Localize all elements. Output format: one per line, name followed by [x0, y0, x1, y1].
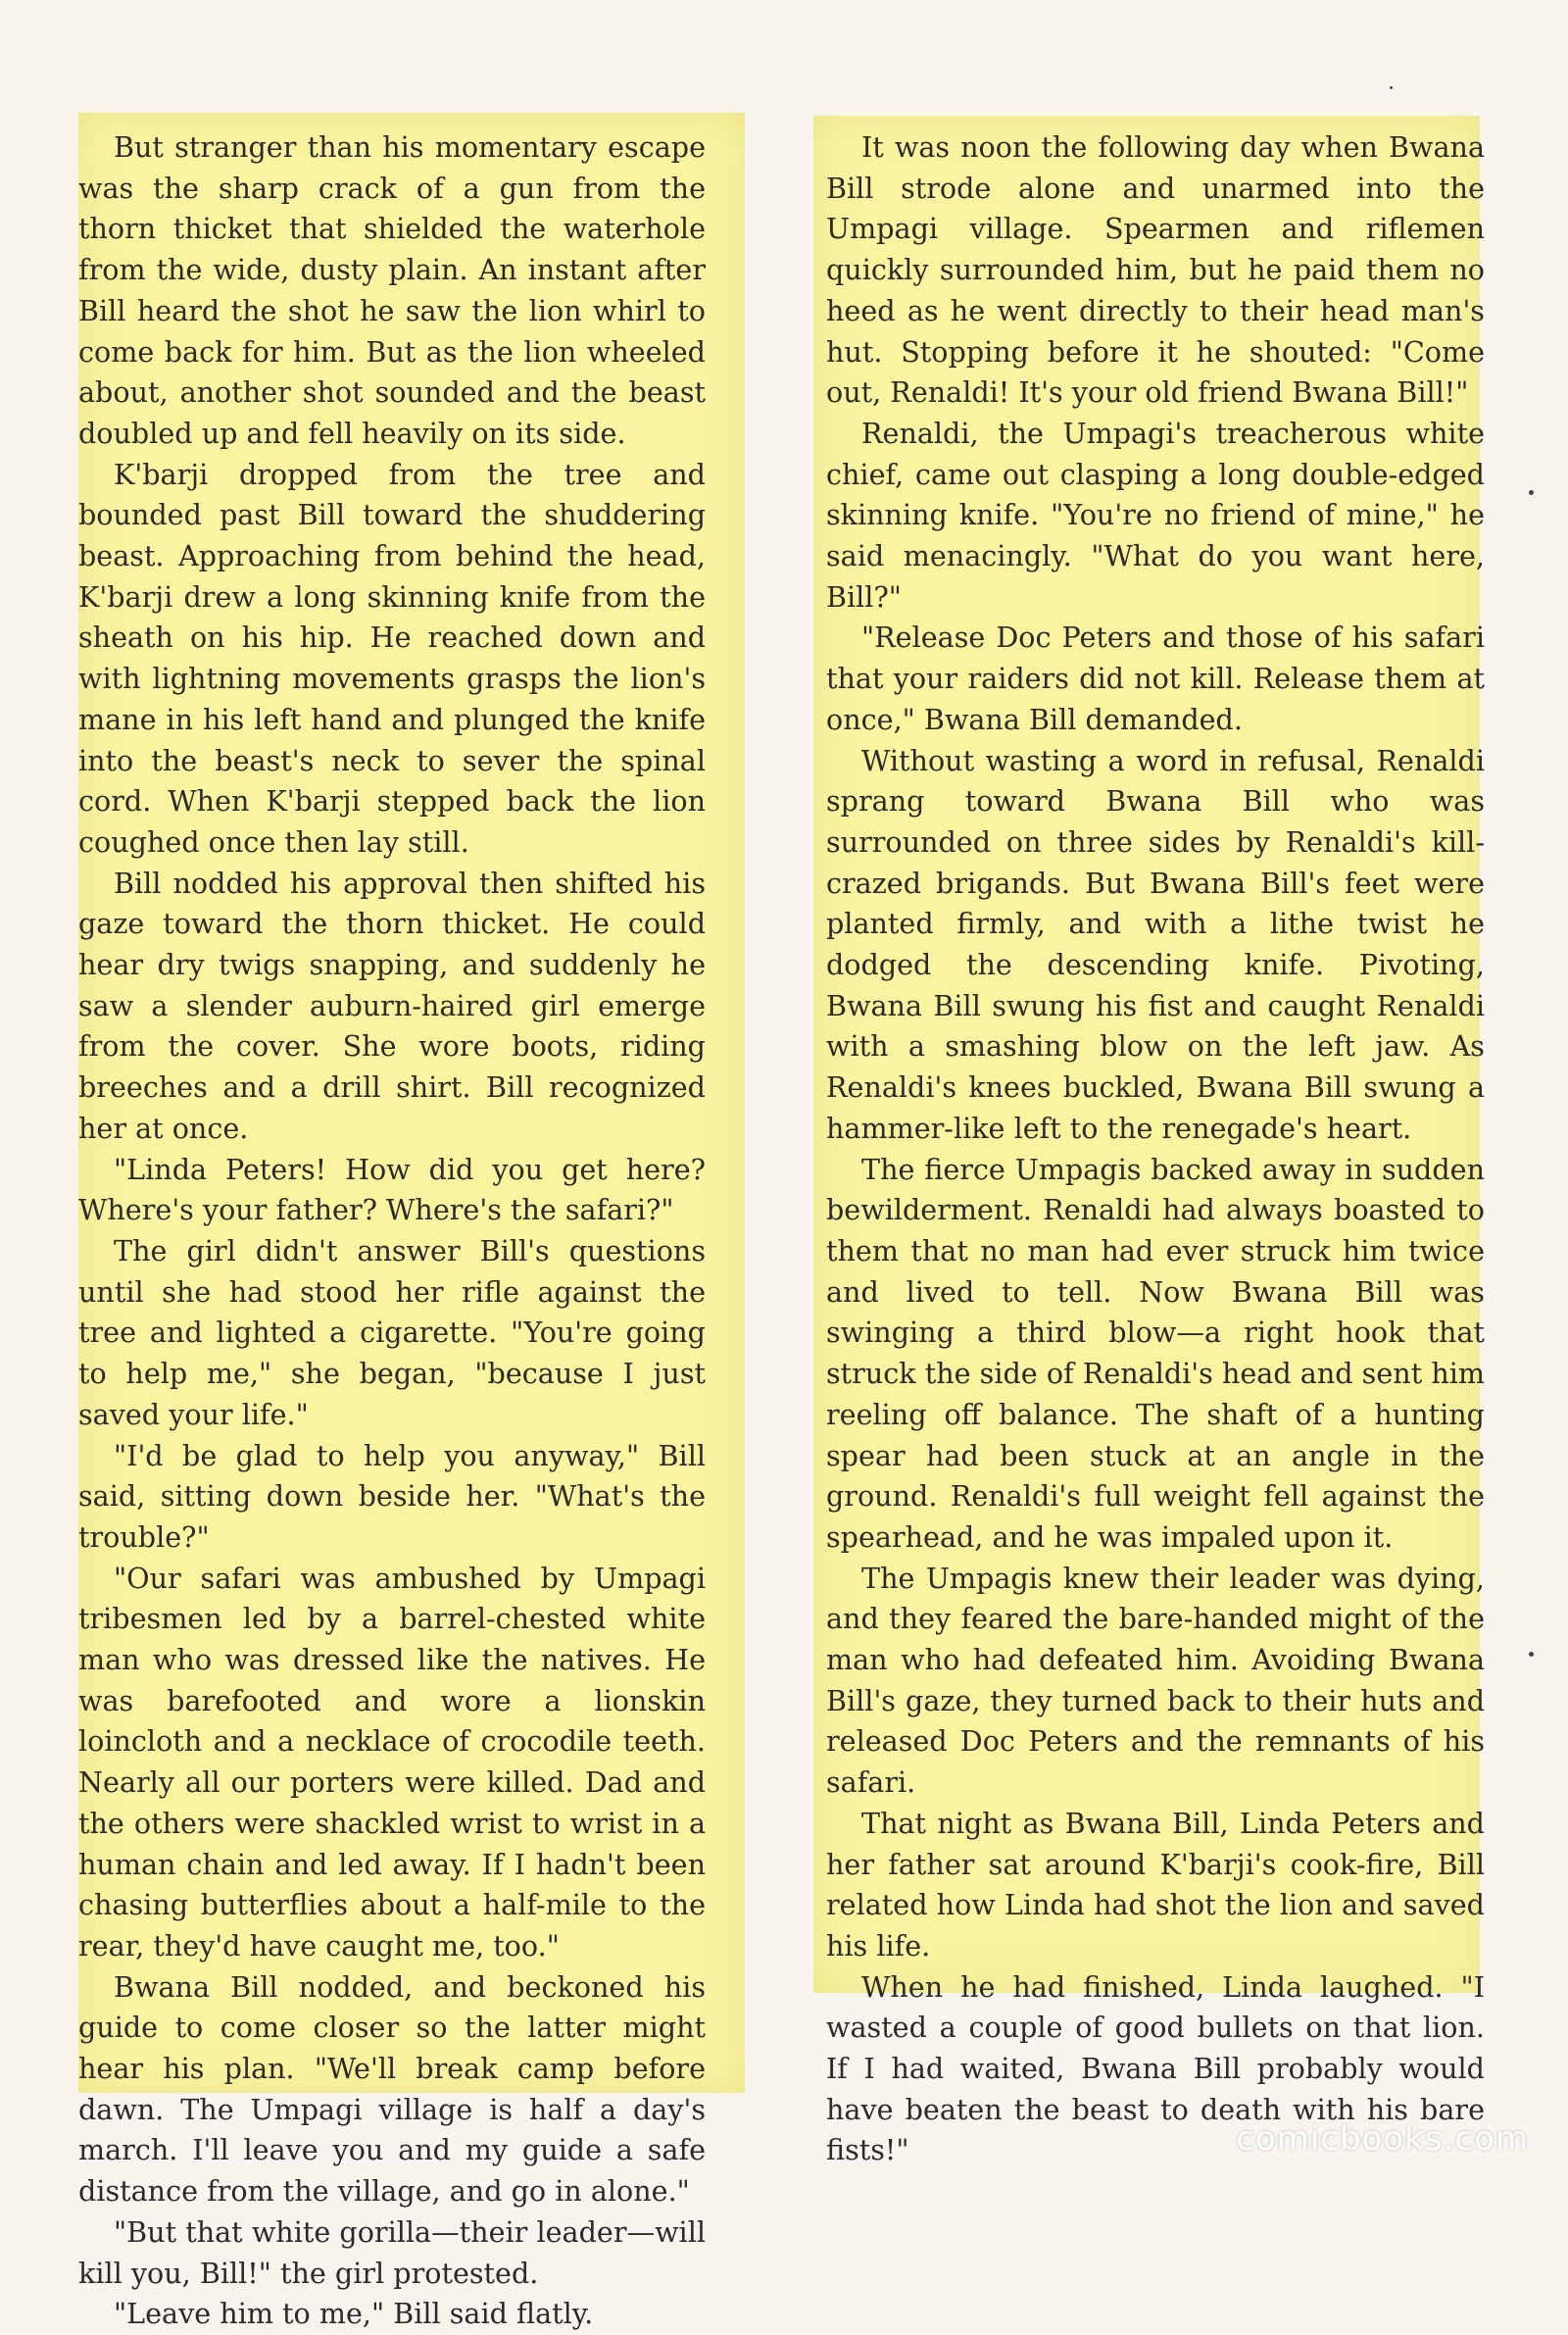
paragraph: But stranger than his momentary escape was the sharp crack of a gun from the thorn thicket that shielded the waterhole from the wide, dusty plain. An instant after Bill heard the shot he saw the lion whirl to come back for him. But as the lion wheeled about, another shot sounded and the beast doubled up and fell heavily on its side. [78, 130, 706, 450]
paragraph: The fierce Umpagis backed away in sudden bewilderment. Renaldi had always boasted to them that no man had ever struck him twice and lived to tell. Now Bwana Bill was swinging a third blow—a right hook that struck the side of Renaldi's head and sent him reeling off balance. The shaft of a hunting spear had been stuck at an angle in the ground. Renaldi's full weight fell against the spearhead, and he was impaled upon it. [826, 1152, 1485, 1554]
watermark: comicbooks.com [1236, 2119, 1529, 2159]
paragraph: Without wasting a word in refusal, Renaldi sprang toward Bwana Bill who was surrounded on three sides by Renaldi's kill-crazed brigands. But Bwana Bill's feet were planted firmly, and with a lithe twist he dodged the descending knife. Pivoting, Bwana Bill swung his fist and caught Renaldi with a smashing blow on the left jaw. As Renaldi's knees buckled, Bwana Bill swung a hammer-like left to the renegade's heart. [826, 743, 1485, 1145]
print-speck [1529, 1652, 1534, 1657]
paragraph: Renaldi, the Umpagi's treacherous white chief, came out clasping a long double-edged skinning knife. "You're no friend of mine," he said menacingly. "What do you want here, Bill?" [826, 416, 1485, 614]
paragraph: Bill nodded his approval then shifted his gaze toward the thorn thicket. He could hear dry twigs snapping, and suddenly he saw a slender auburn-haired girl emerge from the cover. She wore boots, riding breeches and a drill shirt. Bill recognized her at once. [78, 866, 706, 1145]
paragraph: "Linda Peters! How did you get here? Where's your father? Where's the safari?" [78, 1152, 706, 1227]
paragraph: It was noon the following day when Bwana Bill strode alone and unarmed into the Umpagi village. Spearmen and riflemen quickly surrounded him, but he paid them no heed as he went directly to their head man's hut. Stopping before it he shouted: "Come out, Renaldi! It's your old friend Bwana Bill!" [826, 130, 1485, 410]
paragraph: Bwana Bill nodded, and beckoned his guide to come closer so the latter might hear his plan. "We'll break camp before dawn. The Umpagi village is half a day's march. I'll leave you and my guide a safe distance from the village, and go in alone." [78, 1969, 706, 2209]
print-speck [1390, 86, 1393, 89]
left-text-column [78, 127, 706, 2335]
paragraph: The Umpagis knew their leader was dying, and they feared the bare-handed might of the man who had defeated him. Avoiding Bwana Bill's gaze, they turned back to their huts and released Doc Peters and the remnants of his safari. [826, 1561, 1485, 1800]
paragraph: The girl didn't answer Bill's questions until she had stood her rifle against the tree and lighted a cigarette. "You're going to help me," she began, "because I just saved your life." [78, 1233, 706, 1431]
paragraph: "But that white gorilla—their leader—will kill you, Bill!" the girl protested. [78, 2214, 706, 2290]
paragraph: "I'd be glad to help you anyway," Bill said, sitting down beside her. "What's the trouble?" [78, 1438, 706, 1554]
paragraph: "Our safari was ambushed by Umpagi tribesmen led by a barrel-chested white man who was dressed like the natives. He was barefooted and wore a lionskin loincloth and a necklace of crocodile teeth. Nearly all our porters were killed. Dad and the others were shackled wrist to wrist in a human chain and led away. If I hadn't been chasing butterflies about a half-mile to the rear, they'd have caught me, too." [78, 1561, 706, 1962]
print-speck [1529, 490, 1534, 495]
right-text-column [826, 127, 1485, 2171]
paragraph: K'barji dropped from the tree and bounded past Bill toward the shuddering beast. Approaching from behind the head, K'barji drew a long skinning knife from the sheath on his hip. He reached down and with lightning movements grasps the lion's mane in his left hand and plunged the knife into the beast's neck to sever the spinal cord. When K'barji stepped back the lion coughed once then lay still. [78, 457, 706, 859]
paragraph: "Leave him to me," Bill said flatly. [114, 2297, 594, 2331]
paragraph: When he had finished, Linda laughed. "I wasted a couple of good bullets on that lion. If I had waited, Bwana Bill probably would have beaten the beast to death with his bare fists!" [826, 1969, 1485, 2167]
paragraph: That night as Bwana Bill, Linda Peters and her father sat around K'barji's cook-fire, Bill related how Linda had shot the lion and saved his life. [826, 1806, 1485, 1962]
paragraph: "Release Doc Peters and those of his safari that your raiders did not kill. Release them at once," Bwana Bill demanded. [826, 621, 1485, 736]
